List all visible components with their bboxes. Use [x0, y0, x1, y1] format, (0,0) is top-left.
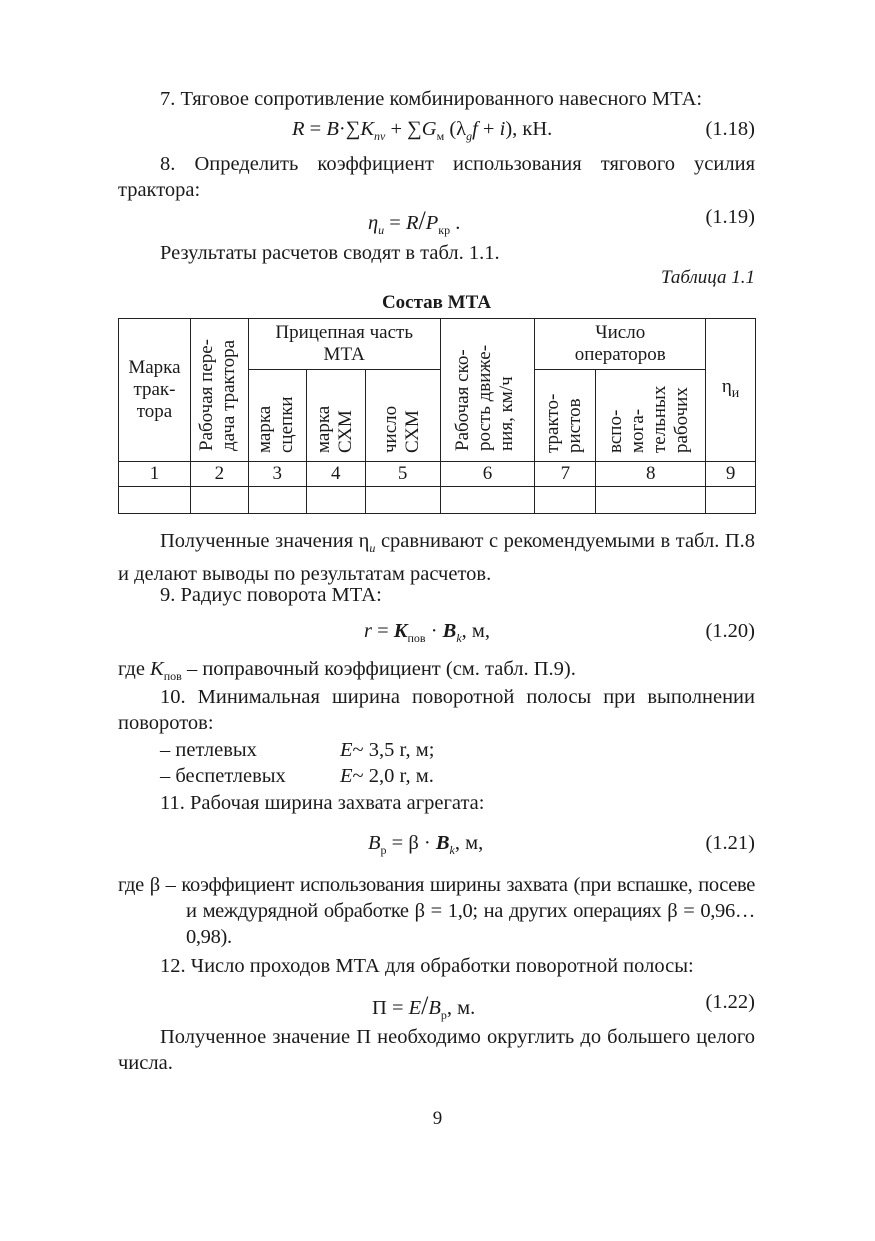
table-cell: 5 [365, 462, 440, 487]
where-word: где [118, 658, 145, 680]
where-beta: где β – коэффициент использования ширины захвата (при вспашке, посеве и междурядной обработке β = 1,0; на других операциях β = 0,96…0,98). [118, 874, 755, 948]
table-cell [365, 487, 440, 514]
loop-line [118, 737, 755, 763]
compare-eta: η [358, 530, 370, 552]
compare-text-1: Полученные значения [160, 530, 354, 552]
eq-symbol: R [405, 212, 419, 234]
equation-number: (1.18) [705, 118, 755, 140]
equation-1-22 [118, 991, 755, 1023]
eq-op: , м. [446, 997, 476, 1019]
eq-op: . [450, 212, 461, 234]
item-11-text: 11. Рабочая ширина захвата агрегата: [160, 792, 485, 814]
subheader-vspom [596, 370, 706, 462]
table-cell: 9 [706, 462, 756, 487]
eq-symbol: E [408, 997, 422, 1019]
header-marka-label: Марка трак-тора [128, 357, 181, 422]
equation-1-22-formula [372, 991, 475, 1023]
eq-op: = [384, 212, 406, 234]
where-text: – поправочный коэффициент (см. табл. П.9). [186, 658, 576, 680]
eq-op: ·∑ [338, 118, 361, 140]
header-operators [535, 319, 706, 370]
equation-1-18-formula [292, 118, 552, 144]
eq-op: · [425, 620, 443, 642]
table-cell [596, 487, 706, 514]
loop-label: – петлевых [160, 739, 257, 761]
eq-op: = [304, 118, 327, 140]
eq-symbol: R [292, 118, 305, 140]
compare-paragraph [118, 528, 755, 587]
header-eta-label: η [721, 375, 732, 397]
eq-op: (λ [444, 118, 467, 140]
item-7-text: 7. Тяговое сопротивление комбинированного навесного МТА: [160, 88, 703, 110]
equation-number: (1.22) [705, 991, 755, 1013]
equation-1-21 [118, 832, 755, 860]
eq-symbol: η [368, 212, 379, 234]
equation-1-19-formula [368, 206, 460, 238]
table-cell [190, 487, 248, 514]
eq-op: = β · [386, 832, 436, 854]
subheader-traktorist-label: тракто-ристов [542, 393, 586, 453]
table-cell [119, 487, 191, 514]
noloop-value: ~ 2,0 r, м. [352, 765, 434, 787]
eq-symbol: B [368, 832, 381, 854]
e-symbol: E [340, 739, 353, 761]
subheader-vspom-label: вспо-мога-тельных рабочих [604, 385, 692, 453]
eq-symbol: G [421, 118, 437, 140]
equation-1-21-formula [368, 832, 483, 858]
table-cell: 4 [306, 462, 365, 487]
equation-1-20-formula [364, 620, 490, 646]
table-title: Состав МТА [381, 292, 492, 313]
compare-text-2: сравнивают с рекомендуемыми в табл. П.8 и делают выводы по результатам расчетов. [118, 530, 756, 586]
eq-symbol: B [435, 832, 450, 854]
header-pricep-label: Прицепная часть МТА [275, 322, 413, 365]
eq-sub: р [380, 843, 387, 858]
results-text: Результаты расчетов сводят в табл. 1.1. [160, 242, 500, 264]
eq-op: / [418, 206, 426, 235]
eq-symbol: K [393, 620, 408, 642]
eq-op: , м, [461, 620, 491, 642]
eq-symbol: B [442, 620, 457, 642]
header-operators-label: Число операторов [574, 322, 666, 365]
subheader-shm [306, 370, 365, 462]
eq-symbol: B [326, 118, 339, 140]
equation-1-19 [118, 206, 755, 238]
subheader-count-shm-label: число СХМ [379, 405, 423, 453]
table-cell: 3 [248, 462, 306, 487]
mta-composition-table [118, 318, 756, 514]
table-cell [306, 487, 365, 514]
eq-sub: р [440, 1008, 447, 1023]
table-cell: 2 [190, 462, 248, 487]
table-caption: Таблица 1.1 [661, 267, 755, 288]
table-cell: 7 [535, 462, 596, 487]
eq-symbol: i [499, 118, 506, 140]
subheader-scepki-label: марка сцепки [254, 395, 298, 453]
subheader-shm-label: марка СХМ [312, 405, 356, 453]
final-paragraph: Полученное значение П необходимо округлить до большего целого числа. [118, 1026, 755, 1074]
eq-symbol: K [360, 118, 375, 140]
eq-op: ), кН. [505, 118, 553, 140]
subheader-count-shm [365, 370, 440, 462]
e-symbol: E [340, 765, 353, 787]
where-sub: пов [163, 669, 182, 684]
table-cell: 8 [596, 462, 706, 487]
header-peredacha [190, 319, 248, 462]
table-row [119, 462, 756, 487]
header-peredacha-label: Рабочая пере-дача трактора [196, 338, 240, 451]
eq-symbol: P [425, 212, 439, 234]
eq-sub: и [378, 223, 385, 238]
equation-number: (1.20) [705, 620, 755, 642]
header-eta [706, 319, 756, 462]
equation-number: (1.21) [705, 832, 755, 854]
eq-symbol: r [364, 620, 372, 642]
eq-sub: k [456, 631, 462, 646]
item-9-text: 9. Радиус поворота МТА: [160, 584, 382, 606]
eq-symbol: П [372, 997, 387, 1019]
header-speed [440, 319, 535, 462]
eq-op: , м, [454, 832, 484, 854]
eq-symbol: B [428, 997, 441, 1019]
header-marka [119, 319, 191, 462]
eq-sub: g [466, 129, 473, 144]
subheader-scepki [248, 370, 306, 462]
eq-op: = [371, 620, 394, 642]
noloop-label: – беспетлевых [160, 765, 286, 787]
eq-sub: nv [374, 129, 386, 144]
page-number: 9 [432, 1108, 443, 1129]
equation-number: (1.19) [705, 206, 755, 228]
table-row [119, 487, 756, 514]
header-speed-label: Рабочая ско-рость движе-ния, км/ч [452, 344, 518, 451]
subheader-traktorist [535, 370, 596, 462]
eq-op: + ∑ [385, 118, 422, 140]
table-cell [440, 487, 535, 514]
eq-op: = [386, 997, 409, 1019]
equation-1-18 [118, 118, 755, 146]
header-pricep [248, 319, 440, 370]
table-header-row [119, 319, 756, 370]
compare-eta-sub: и [369, 541, 376, 556]
table-cell [248, 487, 306, 514]
table-cell [535, 487, 596, 514]
header-eta-sub: и [731, 385, 740, 401]
table-cell [706, 487, 756, 514]
eq-symbol: f [472, 118, 478, 140]
table-cell: 6 [440, 462, 535, 487]
item-10-text: 10. Минимальная ширина поворотной полосы при выполнении поворотов: [118, 686, 755, 734]
table-cell: 1 [119, 462, 191, 487]
eq-op: + [477, 118, 500, 140]
noloop-line [118, 763, 755, 789]
eq-sub: пов [407, 631, 426, 646]
eq-sub: k [449, 843, 455, 858]
item-12-text: 12. Число проходов МТА для обработки поворотной полосы: [160, 955, 694, 977]
loop-value: ~ 3,5 r, м; [352, 739, 435, 761]
equation-1-20 [118, 620, 755, 648]
item-8-text: 8. Определить коэффициент использования тягового усилия трактора: [118, 153, 755, 201]
where-symbol: K [150, 658, 164, 680]
eq-sub: м [436, 129, 445, 144]
eq-op: / [421, 991, 429, 1020]
eq-sub: кр [438, 223, 451, 238]
